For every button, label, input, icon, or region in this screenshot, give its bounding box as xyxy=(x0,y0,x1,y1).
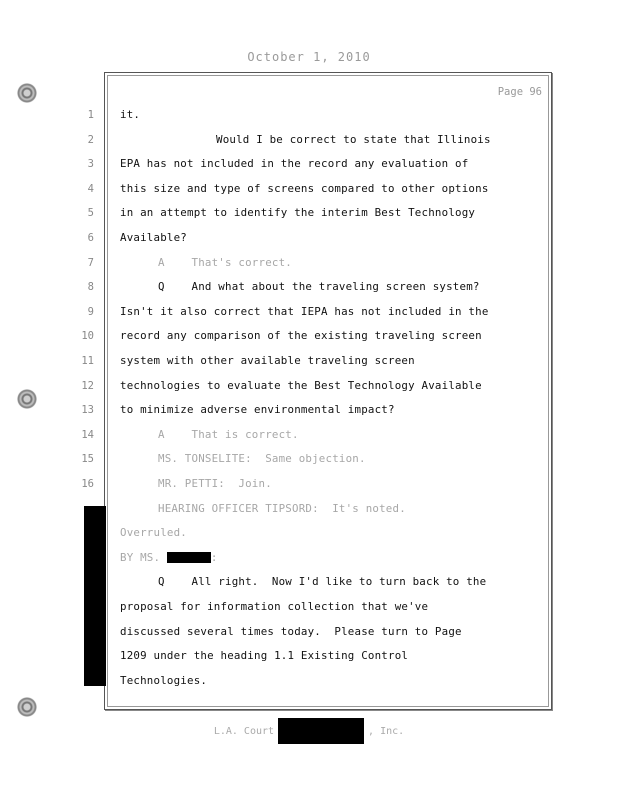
transcript-line-text: Q And what about the traveling screen system? xyxy=(158,280,480,294)
transcript-line-text: Q All right. Now I'd like to turn back to the xyxy=(158,575,487,589)
transcript-line xyxy=(120,203,475,223)
line-number: 11 xyxy=(81,355,94,367)
transcript-line-text: Isn't it also correct that IEPA has not included in the xyxy=(120,304,489,318)
transcript-line-text: BY MS. xyxy=(120,550,167,564)
line-number: 3 xyxy=(87,158,94,171)
page-label: Page 96 xyxy=(497,86,542,98)
line-number: 9 xyxy=(87,305,94,318)
transcript-line xyxy=(120,130,491,150)
transcript-line-text: system with other available traveling screen xyxy=(120,354,415,367)
transcript-line xyxy=(120,548,218,568)
transcript-line-text: A That is correct. xyxy=(158,427,299,441)
header-date: October 1, 2010 xyxy=(247,50,371,64)
line-number: 12 xyxy=(81,379,94,392)
transcript-line-text: MS. TONSELITE: Same objection. xyxy=(158,452,366,466)
transcript-line-text: in an attempt to identify the interim Best Technology xyxy=(120,206,476,220)
transcript-line-text: 1209 under the heading 1.1 Existing Control xyxy=(120,649,409,663)
line-number: 5 xyxy=(87,207,94,220)
transcript-line xyxy=(120,671,207,691)
transcript-line xyxy=(120,400,395,420)
transcript-line-text: this size and type of screens compared to other options xyxy=(120,181,489,195)
transcript-line xyxy=(120,105,140,125)
transcript-line-text: Available? xyxy=(120,231,188,244)
transcript-line xyxy=(120,499,406,519)
footer-right: , Inc. xyxy=(368,726,405,737)
line-number: 10 xyxy=(81,330,94,343)
transcript-line xyxy=(120,351,415,371)
name-redaction xyxy=(167,552,211,563)
transcript-line xyxy=(120,376,482,396)
line-number: 16 xyxy=(81,478,94,490)
transcript-line xyxy=(120,646,408,666)
transcript-line-text: technologies to evaluate the Best Technology Available xyxy=(120,378,482,392)
footer-left: L.A. Court xyxy=(213,726,275,737)
transcript-line-text: Would I be correct to state that Illinois xyxy=(216,132,491,146)
transcript-line xyxy=(120,302,489,322)
transcript-line xyxy=(120,228,187,248)
line-number: 7 xyxy=(87,256,94,269)
binder-hole-top xyxy=(16,82,38,104)
transcript-line-text: HEARING OFFICER TIPSORD: It's noted. xyxy=(158,501,406,515)
line-number: 8 xyxy=(87,281,94,294)
transcript-line-text: proposal for information collection that we've xyxy=(120,600,429,613)
transcript-line-text: it. xyxy=(120,108,141,121)
transcript-line xyxy=(120,154,468,174)
line-number: 4 xyxy=(87,182,94,195)
transcript-line-text: EPA has not included in the record any evaluation of xyxy=(120,157,469,171)
footer-redaction xyxy=(278,718,364,744)
transcript-line xyxy=(120,253,292,273)
transcript-line xyxy=(120,179,489,199)
transcript-line-text: A That's correct. xyxy=(158,255,293,269)
line-number: 6 xyxy=(87,232,94,244)
line-number: 15 xyxy=(81,453,94,466)
transcript-line-text: Technologies. xyxy=(120,673,208,687)
transcript-line xyxy=(120,425,299,445)
binder-hole-bottom xyxy=(16,696,38,718)
transcript-line xyxy=(120,326,482,346)
transcript-line-text: Overruled. xyxy=(120,526,188,540)
line-number: 2 xyxy=(87,133,94,146)
line-number: 14 xyxy=(81,428,94,441)
transcript-line xyxy=(120,449,366,469)
transcript-line xyxy=(120,474,272,494)
transcript-line-text: discussed several times today. Please turn to Page xyxy=(120,624,462,638)
transcript-line-suffix: : xyxy=(210,550,218,564)
transcript-line xyxy=(120,597,428,617)
transcript-line-text: record any comparison of the existing traveling screen xyxy=(120,329,482,343)
transcript-line xyxy=(120,277,480,297)
transcript-line xyxy=(120,572,486,592)
binder-hole-middle xyxy=(16,388,38,410)
line-number: 1 xyxy=(87,109,94,121)
footer xyxy=(0,718,618,744)
line-number: 13 xyxy=(81,404,94,417)
redaction-bar xyxy=(84,506,106,686)
transcript-line xyxy=(120,622,462,642)
transcript-line xyxy=(120,523,187,543)
transcript-line-text: MR. PETTI: Join. xyxy=(158,477,272,490)
transcript-line-text: to minimize adverse environmental impact? xyxy=(120,403,395,417)
